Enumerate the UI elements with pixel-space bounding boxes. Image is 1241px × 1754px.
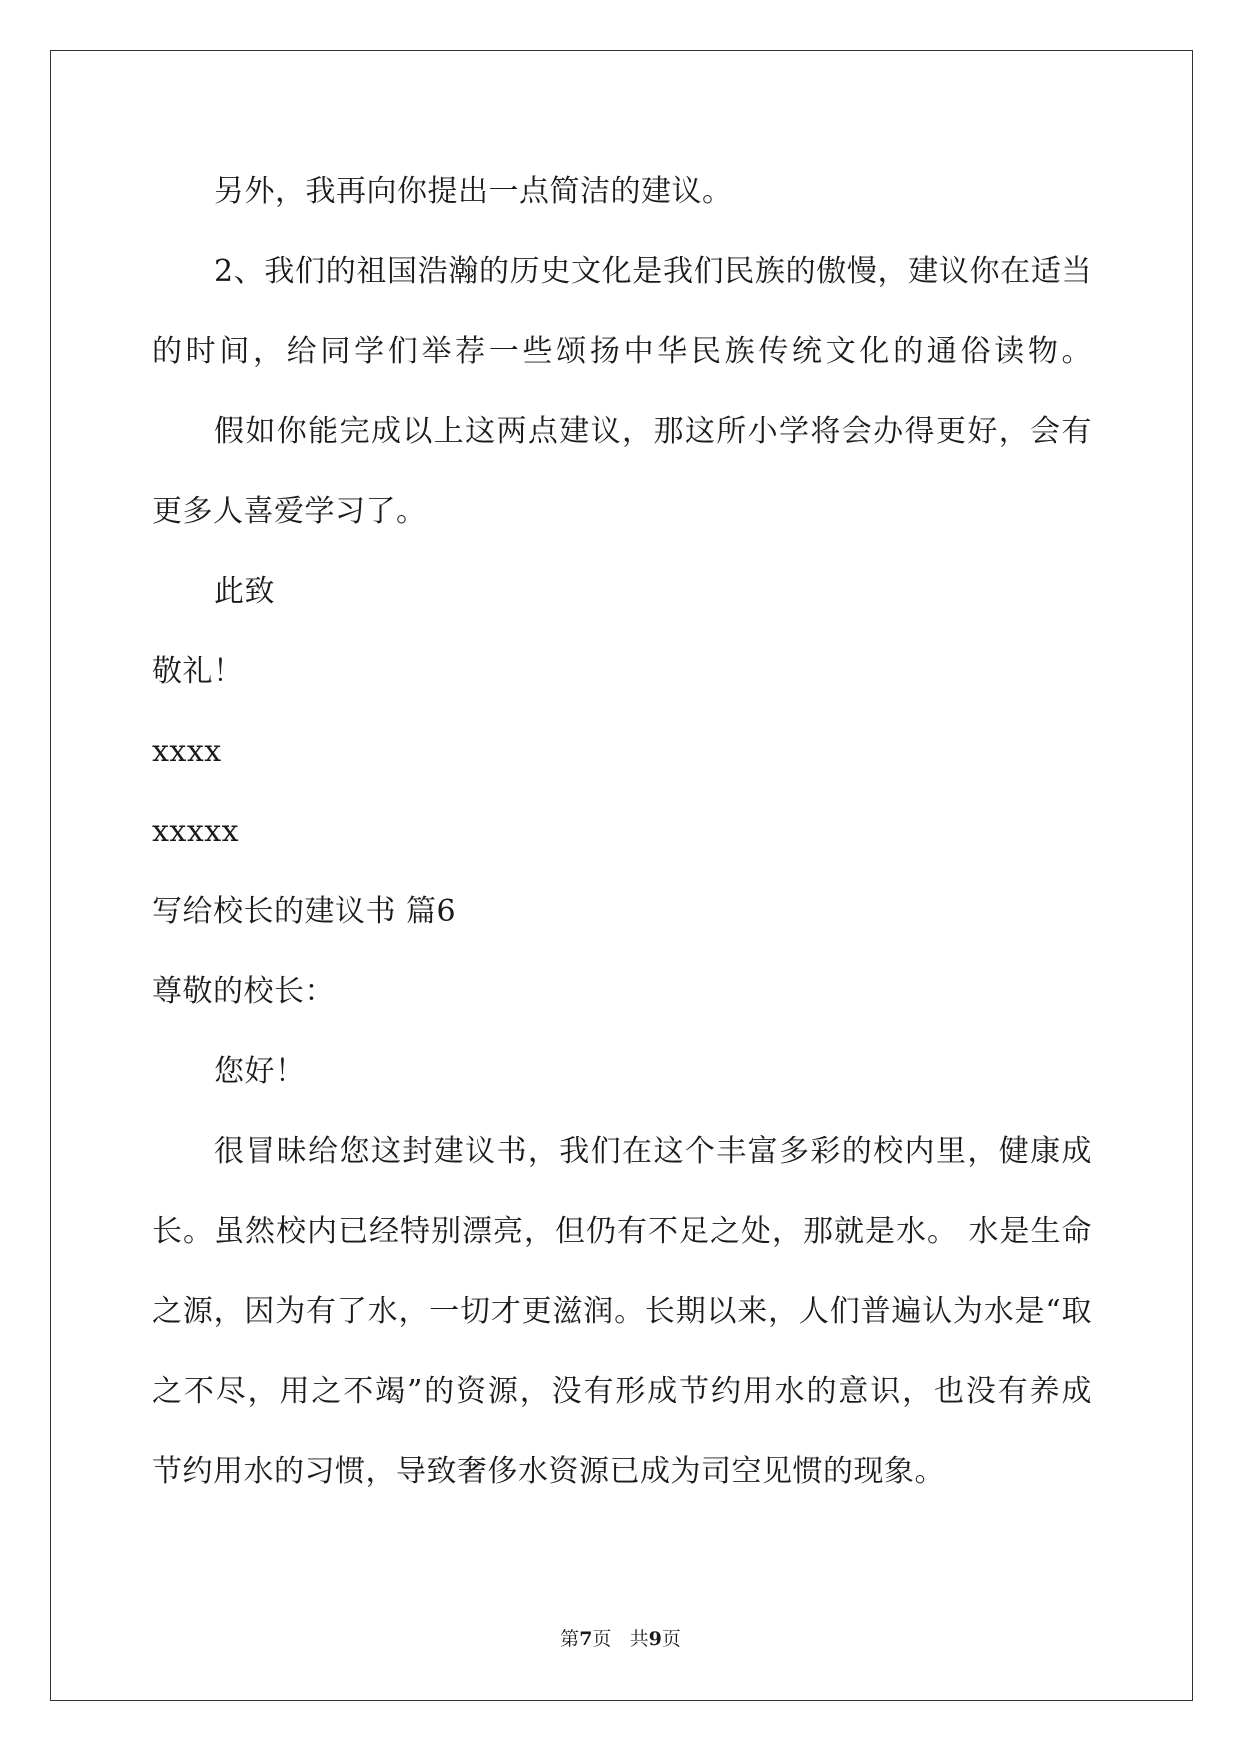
paragraph-line: 之源，因为有了水，一切才更滋润。长期以来，人们普遍认为水是“取 — [152, 1294, 1092, 1329]
closing-regards: 敬礼！ — [152, 654, 244, 689]
page-footer — [0, 1627, 1241, 1651]
greeting: 尊敬的校长： — [152, 974, 335, 1009]
paragraph-line: 更多人喜爱学习了。 — [152, 494, 427, 529]
paragraph-line: 假如你能完成以上这两点建议，那这所小学将会办得更好，会有 — [214, 414, 1092, 449]
total-suffix: 页 — [661, 1628, 681, 1650]
greeting-hello: 您好！ — [214, 1054, 306, 1089]
paragraph-line: 另外，我再向你提出一点简洁的建议。 — [214, 174, 733, 209]
paragraph-line: 很冒昧给您这封建议书，我们在这个丰富多彩的校内里，健康成 — [214, 1134, 1092, 1169]
paragraph-line: 的时间，给同学们举荐一些颂扬中华民族传统文化的通俗读物。 — [152, 334, 1092, 369]
signature-date: xxxxx — [152, 814, 240, 849]
paragraph-line: 之不尽，用之不竭”的资源，没有形成节约用水的意识，也没有养成 — [152, 1374, 1092, 1409]
page-number: 7 — [579, 1628, 593, 1650]
page-prefix: 第 — [560, 1628, 580, 1650]
paragraph-line: 2、我们的祖国浩瀚的历史文化是我们民族的傲慢，建议你在适当 — [214, 254, 1092, 289]
section-heading: 写给校长的建议书 篇6 — [152, 894, 457, 929]
paragraph-line: 长。虽然校内已经特别漂亮，但仍有不足之处，那就是水。 水是生命 — [152, 1214, 1092, 1249]
total-prefix: 共 — [629, 1628, 649, 1650]
page-suffix: 页 — [592, 1628, 612, 1650]
paragraph-line: 节约用水的习惯，导致奢侈水资源已成为司空见惯的现象。 — [152, 1454, 945, 1489]
closing-salutation: 此致 — [214, 574, 275, 609]
signature-name: xxxx — [152, 734, 222, 769]
total-pages: 9 — [648, 1628, 662, 1650]
